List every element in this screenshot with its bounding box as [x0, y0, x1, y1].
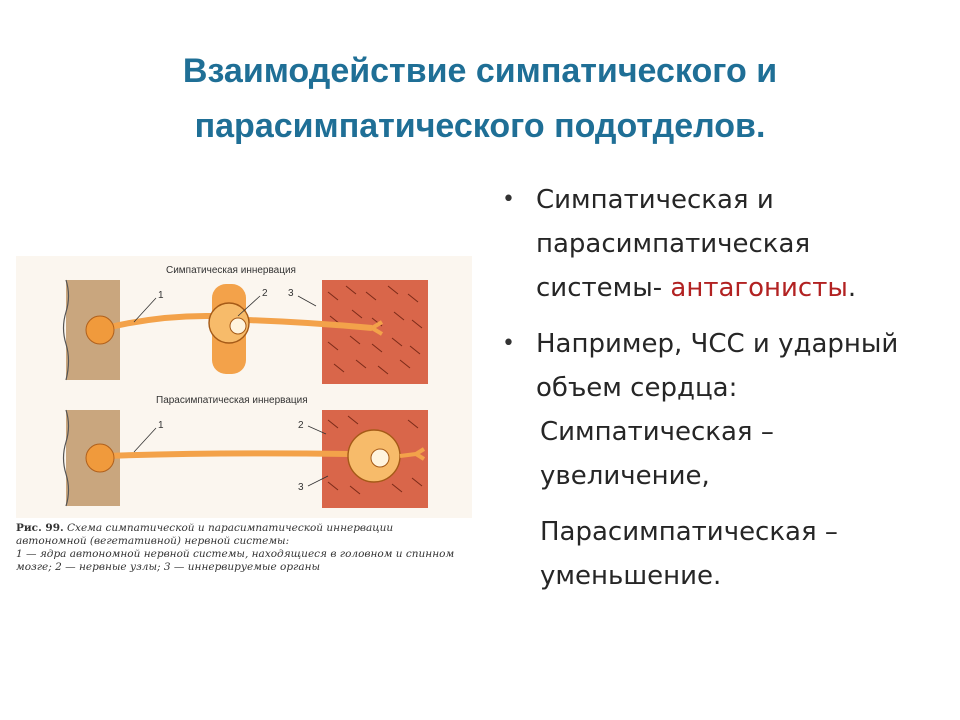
num-2-top: 2: [262, 288, 268, 299]
bullet-text-after: .: [847, 273, 857, 303]
bullet-text: Например, ЧСС и ударный объем сердца:: [536, 329, 899, 403]
num-3-bottom: 3: [298, 482, 304, 493]
bullet-item: [500, 178, 930, 310]
ganglion-cell-bottom: [371, 449, 389, 467]
ganglion-cell-top: [230, 318, 246, 334]
bullet-item: [500, 322, 930, 410]
preganglionic-fiber-bottom: [106, 453, 350, 456]
num-1-top: 1: [158, 290, 164, 301]
num-3-top: 3: [288, 288, 294, 299]
sub-item: Симпатическая – увеличение,: [540, 417, 774, 491]
bullet-text-before: Симпатическая и парасимпатическая системы-: [536, 185, 811, 303]
figure-caption: [16, 522, 456, 574]
innervation-diagram-svg: [16, 256, 472, 518]
title-line-2: парасимпатического подотделов.: [194, 107, 766, 145]
caption-legend: 1 — ядра автономной нервной системы, находящиеся в головном и спинном мозге; 2 — нервные узлы; 3 — иннервируемые органы: [16, 548, 455, 573]
parasympathetic-label: Парасимпатическая иннервация: [156, 395, 308, 406]
sub-item: Парасимпатическая – уменьшение.: [540, 517, 838, 591]
bullet-dot: •: [502, 331, 515, 356]
slide-title: [40, 44, 920, 154]
caption-text: Схема симпатической и парасимпатической иннервации автономной (вегетативной) нервной системы:: [16, 522, 394, 547]
num-2-bottom: 2: [298, 420, 304, 431]
caption-fig-number: Рис. 99.: [16, 522, 64, 534]
highlight-text: антагонисты: [670, 273, 848, 303]
num-1-bottom: 1: [158, 420, 164, 431]
nucleus-top: [86, 316, 114, 344]
sympathetic-label: Симпатическая иннервация: [166, 265, 296, 276]
bullet-list: [500, 178, 930, 598]
bullet-dot: •: [502, 187, 515, 212]
title-line-1: Взаимодействие симпатического и: [182, 52, 778, 90]
nucleus-bottom: [86, 444, 114, 472]
